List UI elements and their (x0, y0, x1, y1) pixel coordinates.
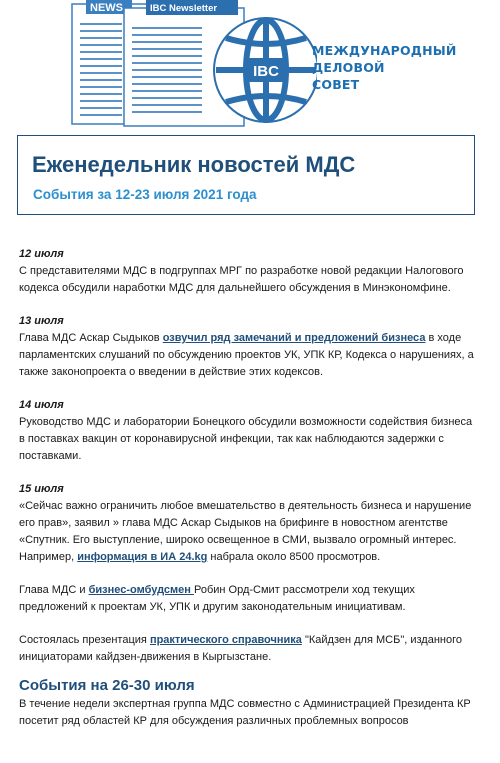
logo-text: IBC (253, 63, 279, 80)
org-name-line: ДЕЛОВОЙ (312, 60, 385, 75)
entry-text (19, 330, 481, 381)
news-24kg-link[interactable]: информация в ИА 24.kg (77, 551, 208, 563)
entry-text-after: в ходе парламентских слушаний по обсуждению проектов УК, УПК КР, Кодекса о нарушениях, а также законопроекта о введении в действие этих кодексов. (19, 332, 474, 378)
org-name-line: СОВЕТ (312, 77, 360, 92)
upcoming-text: В течение недели экспертная группа МДС совместно с Администрацией Президента КР посетит ряд областей КР для обсуждения различных проблемных вопросов (19, 698, 471, 727)
entry-date: 15 июля (19, 483, 64, 495)
newsletter-tab-label: IBC Newsletter (150, 3, 218, 14)
entry-text-before: Состоялась презентация (19, 634, 150, 646)
ombudsman-link[interactable]: бизнес-омбудсмен (88, 584, 194, 596)
handbook-link[interactable]: практического справочника (149, 634, 302, 646)
entry-text-before: Глава МДС и (19, 584, 89, 596)
newspaper-graphic (62, 0, 317, 128)
comments-proposals-link[interactable]: озвучил ряд замечаний и предложений бизнеса (162, 332, 426, 344)
entry-text-before: Глава МДС Аскар Сыдыков (19, 332, 163, 344)
entry-text: С представителями МДС в подгруппах МРГ по разработке новой редакции Налогового кодекса обсудили наработки МДС для дальнейшего обсуждения в Минэкономфине. (19, 265, 464, 294)
entry-text-after: набрала около 8500 просмотров. (207, 551, 381, 563)
newsletter-subtitle: События за 12-23 июля 2021 года (33, 187, 257, 202)
entry-text (19, 582, 481, 616)
organization-name (312, 42, 492, 93)
newsletter-title: Еженедельник новостей МДС (32, 152, 356, 177)
news-tab-label: NEWS (90, 2, 123, 14)
newsletter-header (0, 0, 500, 135)
newsletter-body (19, 246, 481, 730)
entry-text (19, 632, 481, 666)
entry-date: 13 июля (19, 315, 64, 327)
upcoming-section-title: События на 26-30 июля (19, 677, 195, 694)
entry-text-before: «Сейчас важно ограничить любое вмешательство в деятельность бизнеса и нарушение его прав», заявил » глава МДС Аскар Сыдыков на брифинге в новостном агентстве «Спутник. Его выступление, широко освещенное в СМИ, вызвало огромный интерес. Например, (19, 500, 472, 563)
entry-date: 12 июля (19, 248, 64, 260)
org-name-line: МЕЖДУНАРОДНЫЙ (312, 43, 457, 58)
entry-text-after: Робин Орд-Смит рассмотрели ход текущих предложений к проектам УК, УПК и другим законодательным инициативам. (19, 584, 415, 613)
entry-text (19, 498, 481, 566)
entry-text-after: "Кайдзен для МСБ", изданного инициаторами кайдзен-движения в Кыргызстане. (19, 634, 462, 663)
title-box (17, 135, 475, 215)
entry-date: 14 июля (19, 399, 64, 411)
entry-text: Руководство МДС и лаборатории Бонецкого обсудили возможности содействия бизнеса в поставках вакцин от коронавирусной инфекции, так как наблюдаются задержки с поставками. (19, 416, 473, 462)
